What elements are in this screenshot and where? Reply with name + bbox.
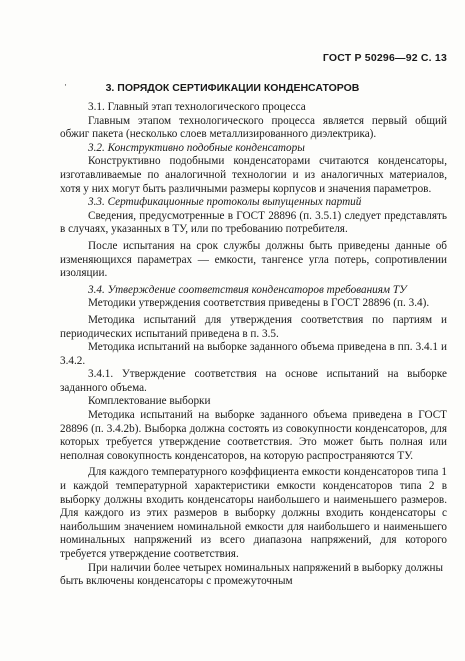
page-header: ГОСТ Р 50296—92 С. 13: [322, 52, 447, 64]
subsection-heading: 3.1. Главный этап технологического процесса: [88, 101, 306, 113]
paragraph: Сведения, предусмотренные в ГОСТ 28896 (п. 3.5.1) следует представлять в случаях, указанных в ТУ, или по требованию потребителя.: [60, 209, 447, 236]
body-text: [60, 101, 447, 589]
paragraph: Методика испытаний на выборке заданного объема приведена в пп. 3.4.1 и 3.4.2.: [60, 341, 447, 367]
subsection-heading: 3.4. Утверждение соответствия конденсаторов требованиям ТУ: [88, 283, 407, 296]
paragraph: Для каждого температурного коэффициента емкости конденсаторов типа 1 и каждой температурной характеристики емкости конденсаторов типа 2 в выборку должны входить конденсаторы наибольшего и наименьшего размеров. Для каждого из этих размеров в выборку должны входить конденсаторы с наибольшим значением номинальной емкости для наибольшего и наименьшего номинальных напряжений из всего диапазона напряжений, для которого требуется утверждение соответствия.: [60, 466, 447, 560]
paragraph: При наличии более четырех номинальных напряжений в выборку должны быть включены конденсаторы с промежуточным: [60, 561, 444, 588]
subsection-heading: Комплектование выборки: [88, 395, 211, 408]
paragraph: Методики утверждения соответствия приведены в ГОСТ 28896 (п. 3.4).: [88, 297, 430, 310]
subsection-heading: 3.2. Конструктивно подобные конденсаторы: [88, 141, 305, 154]
paragraph: После испытания на срок службы должны быть приведены данные об изменяющихся параметрах — емкости, тангенсе угла потерь, сопротивлении изоляции.: [60, 239, 447, 280]
paragraph: 3.4.1. Утверждение соответствия на основе испытаний на выборке заданного объема.: [60, 368, 447, 394]
paragraph: Главным этапом технологического процесса является первый общий обжиг пакета (несколько слоев металлизированного диэлектрика).: [60, 114, 447, 141]
paragraph: Методика испытаний для утверждения соответствия по партиям и периодических испытаний приведена в п. 3.5.: [60, 313, 447, 340]
paragraph: Конструктивно подобными конденсаторами считаются конденсаторы, изготавливаемые по аналогичной технологии и из аналогичных материалов, хотя у них могут быть различными размеры корпусов и значения параметров.: [60, 155, 447, 195]
subsection-heading: 3.3. Сертификационные протоколы выпущенных партий: [88, 196, 362, 209]
margin-mark: ·: [64, 80, 67, 90]
section-title: 3. ПОРЯДОК СЕРТИФИКАЦИИ КОНДЕНСАТОРОВ: [105, 82, 360, 94]
paragraph: Методика испытаний на выборке заданного объема приведена в ГОСТ 28896 (п. 3.4.2b). Выборка должна состоять из совокупности конденсаторов, для которых требуется утверждение соответствия. Это может быть полная или неполная совокупность конденсаторов, на которую распространяются ТУ.: [60, 409, 447, 462]
